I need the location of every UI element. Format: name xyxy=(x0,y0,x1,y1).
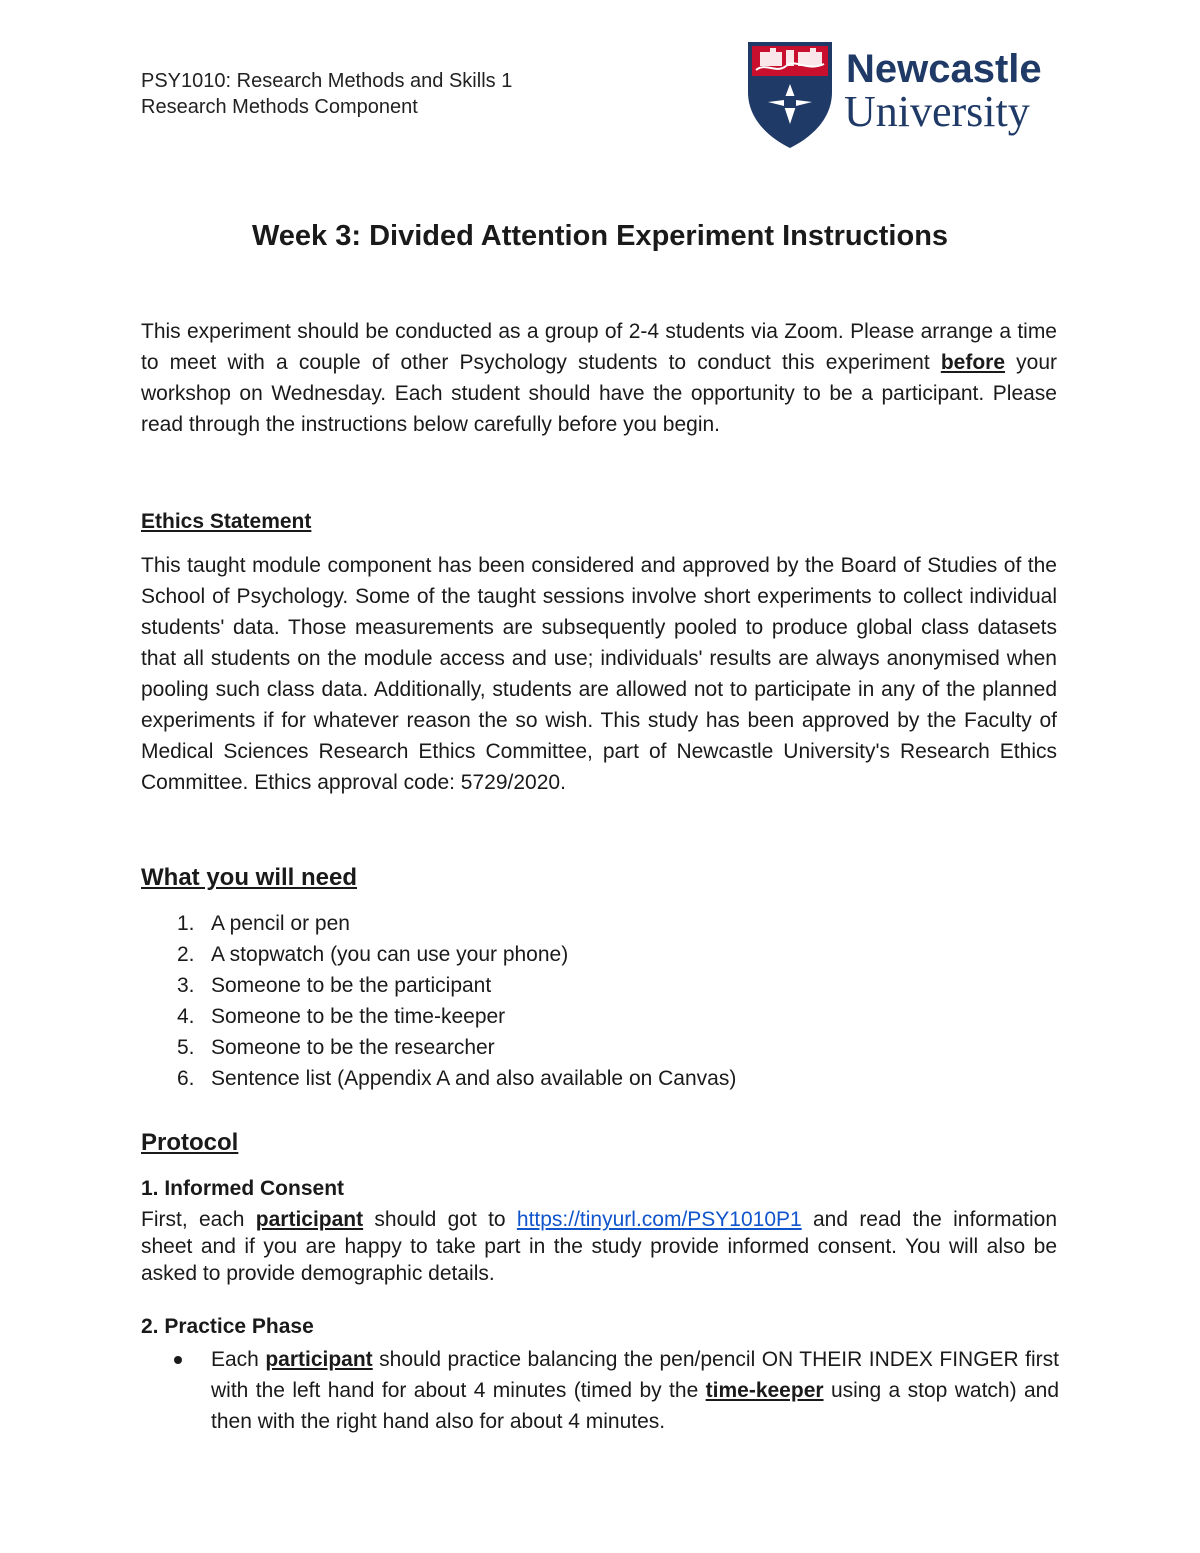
logo-name-line1: Newcastle xyxy=(846,47,1042,91)
intro-text-2: your workshop on Wednesday. Each student should have the opportunity to be a participant. Please read through the instructions below carefully before you begin. xyxy=(141,351,1057,436)
intro-emphasis: before xyxy=(940,351,1005,374)
step1-text-3: and read the information sheet and if you are happy to take part in the study provide informed consent. You will also be asked to provide demographic details. xyxy=(141,1208,1057,1285)
newcastle-university-logo xyxy=(746,40,1066,150)
list-text: Someone to be the time-keeper xyxy=(211,1005,506,1028)
step2-text-2: should practice balancing the pen/pencil ON THEIR INDEX FINGER first with the left hand for about 4 minutes (timed by the xyxy=(211,1348,1059,1402)
step2-role: participant xyxy=(265,1348,373,1371)
list-number: 6. xyxy=(177,1067,195,1090)
list-item xyxy=(141,1001,736,1032)
intro-paragraph xyxy=(141,316,1057,440)
list-number: 2. xyxy=(177,943,195,966)
list-number: 4. xyxy=(177,1005,195,1028)
list-number: 1. xyxy=(177,912,195,935)
page-title: Week 3: Divided Attention Experiment Instructions xyxy=(251,220,949,252)
step2-text-1: Each xyxy=(211,1348,266,1371)
intro-text-1: This experiment should be conducted as a group of 2-4 students via Zoom. Please arrange a time to meet with a couple of other Psychology students to conduct this experiment xyxy=(141,320,1057,374)
logo-name-line2: University xyxy=(844,87,1030,136)
course-title: PSY1010: Research Methods and Skills 1 xyxy=(141,70,513,92)
ethics-heading: Ethics Statement xyxy=(141,510,312,533)
step2-role2: time-keeper xyxy=(705,1379,824,1402)
list-text: Sentence list (Appendix A and also available on Canvas) xyxy=(211,1067,737,1090)
ethics-paragraph: This taught module component has been considered and approved by the Board of Studies of the School of Psychology. Some of the taught sessions involve short experiments to collect individual students' data. Those measurements are subsequently pooled to produce global class datasets that all students on the module access and use; individuals' results are always anonymised when pooling such class data. Additionally, students are allowed not to participate in any of the planned experiments if for whatever reason the so wish. This study has been approved by the Faculty of Medical Sciences Research Ethics Committee, part of Newcastle University's Research Ethics Committee. Ethics approval code: 5729/2020. xyxy=(141,554,1057,794)
list-item xyxy=(141,908,736,939)
step2-text-3: using a stop watch) and then with the right hand also for about 4 minutes. xyxy=(211,1379,1060,1433)
step2-paragraph xyxy=(211,1344,1059,1437)
university-crest-icon xyxy=(748,42,832,148)
list-item xyxy=(141,970,736,1001)
list-item xyxy=(141,1063,736,1094)
step1-role: participant xyxy=(255,1208,364,1231)
step2-heading: 2. Practice Phase xyxy=(141,1315,314,1338)
step1-paragraph xyxy=(141,1206,1057,1287)
document-header xyxy=(141,68,512,120)
list-number: 5. xyxy=(177,1036,195,1059)
step1-text-1: First, each xyxy=(141,1208,256,1231)
list-number: 3. xyxy=(177,974,195,997)
list-text: A stopwatch (you can use your phone) xyxy=(211,943,569,966)
step1-text-2: should got to xyxy=(363,1208,517,1231)
bullet-icon xyxy=(141,1344,211,1437)
list-item xyxy=(141,939,736,970)
need-heading: What you will need xyxy=(141,864,358,891)
list-text: A pencil or pen xyxy=(211,912,350,935)
need-list xyxy=(141,908,736,1094)
consent-link[interactable]: https://tinyurl.com/PSY1010P1 xyxy=(516,1208,802,1231)
step2-bullet xyxy=(141,1344,1059,1437)
list-item xyxy=(141,1032,736,1063)
list-text: Someone to be the researcher xyxy=(211,1036,495,1059)
list-text: Someone to be the participant xyxy=(211,974,492,997)
protocol-heading: Protocol xyxy=(141,1129,239,1156)
step1-heading: 1. Informed Consent xyxy=(141,1177,345,1200)
component-title: Research Methods Component xyxy=(141,96,418,118)
